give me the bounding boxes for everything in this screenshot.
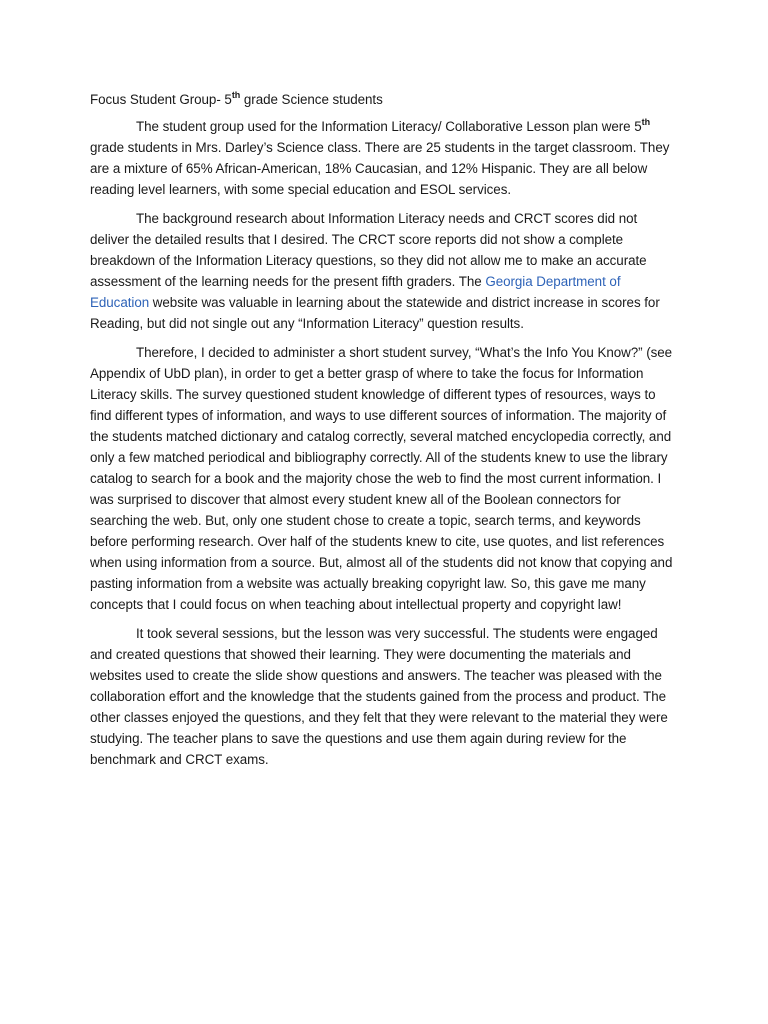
paragraph-student-survey xyxy=(90,342,678,615)
document-body xyxy=(90,89,678,778)
title-text-start: Focus Student Group- 5 xyxy=(90,92,232,107)
paragraph-2-text-start: The background research about Information Literacy needs and CRCT scores did not deliver the detailed results that I desired. The CRCT score reports did not show a complete breakdown of the Information Literacy questions, so they did not allow me to make an accurate assessment of the learning needs for the present fifth graders. The xyxy=(90,211,647,289)
paragraph-3-text: Therefore, I decided to administer a short student survey, “What’s the Info You Know?” (see Appendix of UbD plan), in order to get a better grasp of where to take the focus for Information Literacy skills. The survey questioned student knowledge of different types of resources, ways to find different types of information, and ways to use different sources of information. The majority of the students matched dictionary and catalog correctly, several matched encyclopedia correctly, and only a few matched periodical and bibliography correctly. All of the students knew to use the library catalog to search for a book and the majority chose the web to find the most current information. I was surprised to discover that almost every student knew all of the Boolean connectors for searching the web. But, only one student chose to create a topic, search terms, and keywords before performing research. Over half of the students knew to cite, use quotes, and list references when using information from a source. But, almost all of the students did not know that copying and pasting information from a website was actually breaking copyright law. So, this gave me many concepts that I could focus on when teaching about intellectual property and copyright law! xyxy=(90,345,673,612)
title-text-end: grade Science students xyxy=(240,92,383,107)
paragraph-1-text-end: grade students in Mrs. Darley’s Science class. There are 25 students in the target classroom. They are a mixture of 65% African-American, 18% Caucasian, and 12% Hispanic. They are all below reading level learners, with some special education and ESOL services. xyxy=(90,140,670,197)
paragraph-1-superscript: th xyxy=(641,117,651,127)
title-superscript: th xyxy=(231,90,241,100)
paragraph-lesson-results xyxy=(90,623,678,770)
paragraph-2-text-end: website was valuable in learning about the statewide and district increase in scores for Reading, but did not single out any “Information Literacy” question results. xyxy=(90,295,660,331)
paragraph-student-group xyxy=(90,116,678,200)
document-title xyxy=(90,89,678,110)
georgia-doe-link[interactable]: Georgia Department of Education xyxy=(90,274,621,310)
paragraph-4-text: It took several sessions, but the lesson was very successful. The students were engaged and created questions that showed their learning. They were documenting the materials and websites used to create the slide show questions and answers. The teacher was pleased with the collaboration effort and the knowledge that the students gained from the process and product. The other classes enjoyed the questions, and they felt that they were relevant to the material they were studying. The teacher plans to save the questions and use them again during review for the benchmark and CRCT exams. xyxy=(90,626,668,767)
paragraph-1-text-start: The student group used for the Information Literacy/ Collaborative Lesson plan were 5 xyxy=(136,119,642,134)
paragraph-background-research xyxy=(90,208,678,334)
